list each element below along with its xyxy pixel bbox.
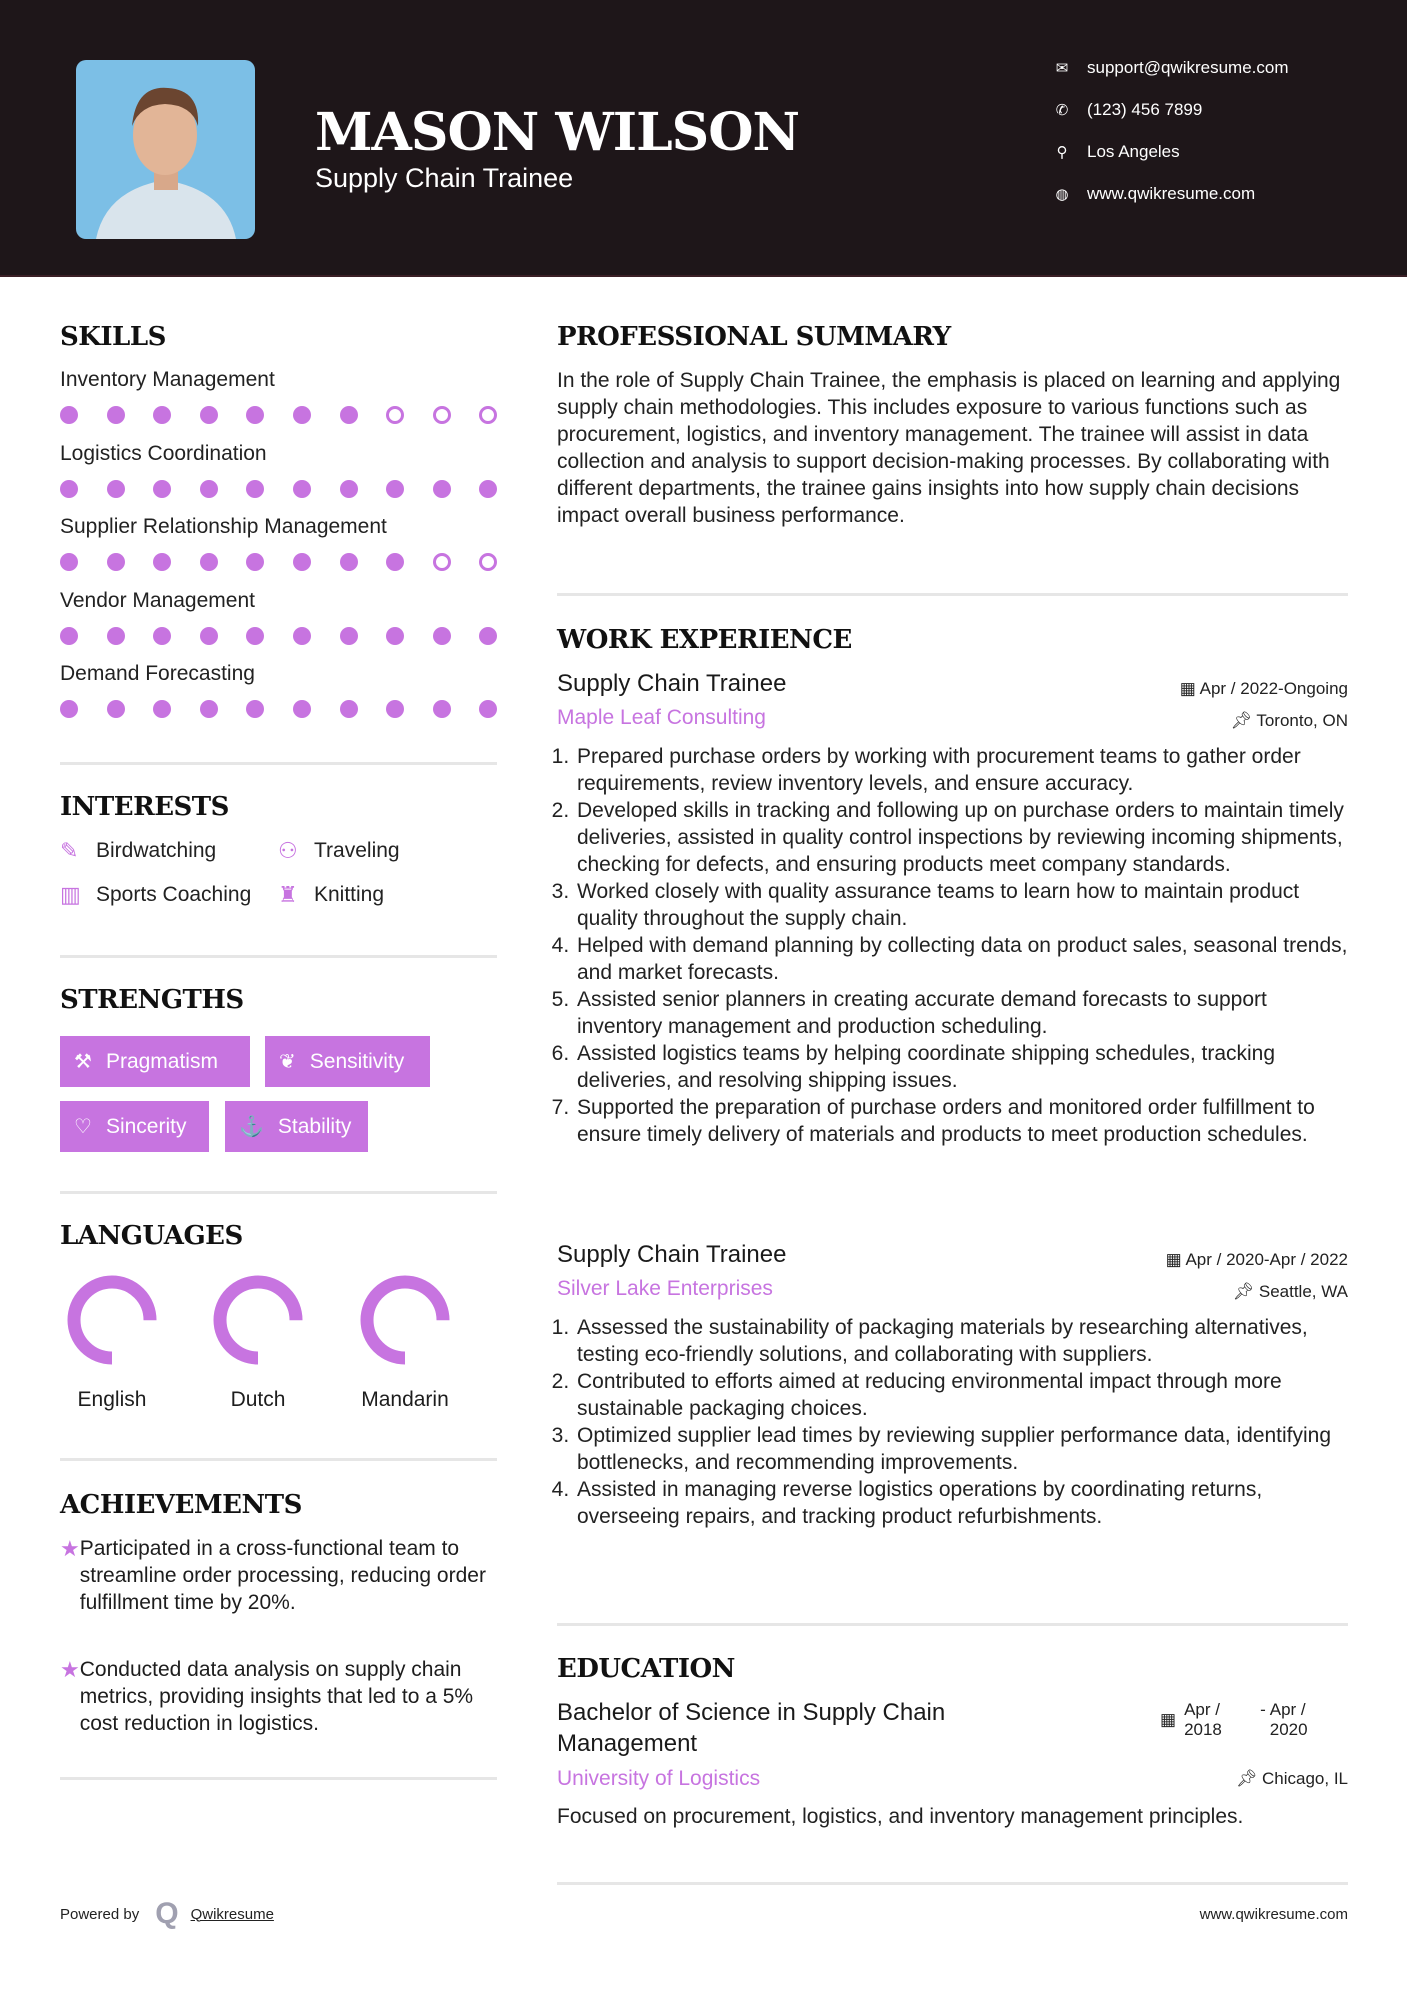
education-heading: EDUCATION bbox=[557, 1654, 735, 1684]
job-bullet: 1. Prepared purchase orders by working with procurement teams to gather order requirements, review inventory levels, and ensure accuracy. bbox=[575, 743, 1352, 797]
trophy-icon: ♜ bbox=[278, 882, 298, 907]
rating-dot-filled bbox=[246, 406, 264, 424]
leaf-icon: ❦ bbox=[279, 1051, 296, 1073]
education-dates: ▦ Apr / 2018 - Apr / 2020 bbox=[1160, 1700, 1320, 1740]
contact-location bbox=[1052, 142, 1180, 162]
rating-dot-filled bbox=[386, 553, 404, 571]
degree-title: Bachelor of Science in Supply Chain Management bbox=[557, 1699, 946, 1757]
job-bullet: 2. Developed skills in tracking and following up on purchase orders to maintain timely deliveries, assisted in quality control inspections by reviewing incoming shipments, checking for defects, and ensuring products meet company standards. bbox=[575, 797, 1352, 878]
rating-dot-empty bbox=[433, 406, 451, 424]
interest-label: Birdwatching bbox=[96, 839, 217, 862]
pin-icon: 📌︎ bbox=[1232, 1282, 1259, 1301]
rating-dot-empty bbox=[433, 553, 451, 571]
rating-dot-filled bbox=[153, 480, 171, 498]
rating-dot-filled bbox=[246, 553, 264, 571]
education-location-text: Chicago, IL bbox=[1262, 1769, 1348, 1788]
skill-item bbox=[60, 515, 500, 571]
star-icon: ★ bbox=[60, 1536, 80, 1561]
rating-dot-filled bbox=[107, 553, 125, 571]
interest-label: Traveling bbox=[314, 839, 400, 862]
candidate-name: MASON WILSON bbox=[315, 102, 800, 163]
strength-label: Sincerity bbox=[105, 1114, 187, 1138]
qwikresume-link[interactable]: Qwikresume bbox=[190, 1905, 274, 1923]
language-level-ring bbox=[360, 1275, 450, 1365]
rating-dot-filled bbox=[479, 627, 497, 645]
summary-heading: PROFESSIONAL SUMMARY bbox=[557, 322, 951, 352]
rating-dot-filled bbox=[200, 553, 218, 571]
job-location-text: Toronto, ON bbox=[1256, 711, 1348, 730]
skill-rating bbox=[60, 627, 500, 645]
skill-rating bbox=[60, 480, 500, 498]
interest-item bbox=[60, 838, 216, 864]
gavel-icon: ⚒ bbox=[74, 1051, 92, 1073]
rating-dot-filled bbox=[293, 627, 311, 645]
achievement-text: Conducted data analysis on supply chain metrics, providing insights that led to a 5% cost reduction in logistics. bbox=[79, 1658, 474, 1735]
rating-dot-filled bbox=[433, 627, 451, 645]
job-location bbox=[1230, 711, 1348, 731]
interest-item bbox=[278, 882, 384, 908]
strength-tag bbox=[225, 1101, 368, 1152]
rating-dot-filled bbox=[293, 553, 311, 571]
rating-dot-filled bbox=[60, 700, 78, 718]
skill-item bbox=[60, 442, 500, 498]
strength-tag bbox=[60, 1101, 209, 1152]
rating-dot-filled bbox=[153, 700, 171, 718]
globe-icon: ◍ bbox=[1055, 186, 1069, 203]
language-label: Dutch bbox=[230, 1388, 286, 1411]
language-item bbox=[340, 1275, 470, 1412]
interest-item bbox=[60, 882, 251, 908]
divider bbox=[60, 762, 497, 765]
edit-icon: ✎ bbox=[60, 838, 79, 863]
summary-text: In the role of Supply Chain Trainee, the emphasis is placed on learning and applying supply chain methodologies. This includes exposure to various functions such as procurement, logistics, and inventory management. The trainee will assist in data collection and analysis to support decision-making processes. By collaborating with different departments, the trainee gains insights into how supply chain decisions impact overall business performance. bbox=[557, 369, 1341, 527]
job-bullet: 4. Assisted in managing reverse logistics operations by coordinating returns, overseeing repairs, and tracking product refurbishments. bbox=[575, 1476, 1352, 1530]
map-marker-icon: ⚲ bbox=[1056, 144, 1068, 161]
profile-photo bbox=[76, 60, 255, 239]
footer-url[interactable]: www.qwikresume.com bbox=[1199, 1906, 1348, 1923]
divider bbox=[60, 1458, 497, 1461]
divider bbox=[557, 1882, 1348, 1885]
language-item bbox=[193, 1275, 323, 1412]
language-label: Mandarin bbox=[361, 1388, 449, 1411]
website-text: www.qwikresume.com bbox=[1087, 184, 1256, 203]
education-location bbox=[1236, 1769, 1348, 1789]
education-description: Focused on procurement, logistics, and inventory management principles. bbox=[557, 1805, 1244, 1828]
rating-dot-filled bbox=[200, 406, 218, 424]
rating-dot-filled bbox=[340, 700, 358, 718]
interest-label: Knitting bbox=[314, 883, 385, 906]
job-bullet: 7. Supported the preparation of purchase orders and monitored order fulfillment to ensure timely delivery of materials and products to meet production schedules. bbox=[575, 1094, 1352, 1148]
job-bullet: 2. Contributed to efforts aimed at reducing environmental impact through more sustainable packaging choices. bbox=[575, 1368, 1352, 1422]
education-start: Apr / 2018 bbox=[1184, 1700, 1222, 1739]
candidate-title: Supply Chain Trainee bbox=[315, 163, 574, 193]
job-bullet: 6. Assisted logistics teams by helping coordinate shipping schedules, tracking deliveries, and resolving shipping issues. bbox=[575, 1040, 1352, 1094]
calendar-icon: ▦ bbox=[1165, 1250, 1186, 1269]
skill-label: Vendor Management bbox=[60, 588, 255, 612]
skill-rating bbox=[60, 553, 500, 571]
job-title: Supply Chain Trainee bbox=[557, 670, 787, 697]
job-bullet: 1. Assessed the sustainability of packaging materials by researching alternatives, testing eco-friendly solutions, and collaborating with suppliers. bbox=[575, 1314, 1352, 1368]
rating-dot-filled bbox=[293, 480, 311, 498]
skill-item bbox=[60, 662, 500, 718]
rating-dot-filled bbox=[479, 700, 497, 718]
rating-dot-empty bbox=[479, 553, 497, 571]
rating-dot-filled bbox=[386, 480, 404, 498]
calendar-icon: ▦ bbox=[1179, 679, 1200, 698]
divider bbox=[557, 593, 1348, 596]
pin-icon: 📌︎ bbox=[1235, 1769, 1262, 1788]
rating-dot-filled bbox=[246, 700, 264, 718]
job-bullet: 4. Helped with demand planning by collecting data on product sales, seasonal trends, and market forecasts. bbox=[575, 932, 1352, 986]
job-bullets bbox=[557, 743, 1352, 1148]
rating-dot-empty bbox=[386, 406, 404, 424]
achievement-item bbox=[60, 1656, 500, 1737]
location-text: Los Angeles bbox=[1087, 142, 1180, 161]
job-dates-text: Apr / 2022-Ongoing bbox=[1199, 679, 1348, 698]
contact-website[interactable] bbox=[1052, 184, 1255, 204]
briefcase-icon: ▥ bbox=[60, 882, 81, 907]
heart-icon: ♡ bbox=[74, 1116, 92, 1138]
rating-dot-filled bbox=[340, 480, 358, 498]
skill-item bbox=[60, 368, 500, 424]
rating-dot-filled bbox=[107, 627, 125, 645]
rating-dot-filled bbox=[386, 700, 404, 718]
rating-dot-empty bbox=[479, 406, 497, 424]
rating-dot-filled bbox=[200, 627, 218, 645]
strengths-heading: STRENGTHS bbox=[60, 985, 244, 1015]
education-end: Apr / 2020 bbox=[1269, 1700, 1308, 1739]
job-location bbox=[1233, 1282, 1348, 1302]
strength-label: Pragmatism bbox=[105, 1049, 218, 1073]
rating-dot-filled bbox=[200, 480, 218, 498]
job-entry bbox=[557, 670, 1352, 1148]
rating-dot-filled bbox=[340, 406, 358, 424]
rating-dot-filled bbox=[60, 480, 78, 498]
rating-dot-filled bbox=[60, 406, 78, 424]
strength-tag bbox=[60, 1036, 250, 1087]
company-name: Maple Leaf Consulting bbox=[557, 706, 766, 729]
rating-dot-filled bbox=[386, 627, 404, 645]
language-item bbox=[47, 1275, 177, 1412]
job-bullets bbox=[557, 1314, 1352, 1530]
envelope-icon: ✉ bbox=[1055, 60, 1069, 77]
rating-dot-filled bbox=[107, 480, 125, 498]
job-location-text: Seattle, WA bbox=[1258, 1282, 1348, 1301]
job-bullet: 5. Assisted senior planners in creating accurate demand forecasts to support inventory management and production scheduling. bbox=[575, 986, 1352, 1040]
footer-powered-by bbox=[60, 1897, 274, 1930]
job-dates bbox=[1166, 1250, 1348, 1270]
strength-label: Stability bbox=[277, 1114, 352, 1138]
skill-rating bbox=[60, 406, 500, 424]
skill-label: Inventory Management bbox=[60, 368, 275, 391]
language-level-ring bbox=[67, 1275, 157, 1365]
phone-text: (123) 456 7899 bbox=[1087, 100, 1203, 119]
contact-phone bbox=[1052, 100, 1202, 120]
achievement-text: Participated in a cross-functional team to streamline order processing, reducing order fulfillment time by 20%. bbox=[79, 1537, 486, 1614]
anchor-icon: ⚓ bbox=[239, 1116, 264, 1138]
language-level-ring bbox=[213, 1275, 303, 1365]
achievements-heading: ACHIEVEMENTS bbox=[60, 1490, 302, 1520]
rating-dot-filled bbox=[153, 627, 171, 645]
rating-dot-filled bbox=[479, 480, 497, 498]
rating-dot-filled bbox=[433, 700, 451, 718]
rating-dot-filled bbox=[60, 627, 78, 645]
job-dates-text: Apr / 2020-Apr / 2022 bbox=[1185, 1250, 1348, 1269]
powered-by-text: Powered by bbox=[60, 1905, 140, 1923]
job-bullet: 3. Optimized supplier lead times by reviewing supplier performance data, identifying bottlenecks, and recommending improvements. bbox=[575, 1422, 1352, 1476]
pin-icon: 📌︎ bbox=[1230, 711, 1257, 730]
job-entry bbox=[557, 1241, 1352, 1530]
rating-dot-filled bbox=[153, 553, 171, 571]
interest-item bbox=[278, 838, 400, 864]
job-title: Supply Chain Trainee bbox=[557, 1241, 787, 1268]
rating-dot-filled bbox=[293, 406, 311, 424]
achievement-item bbox=[60, 1535, 500, 1616]
skill-label: Supplier Relationship Management bbox=[60, 515, 387, 538]
interests-heading: INTERESTS bbox=[60, 792, 229, 822]
skill-item bbox=[60, 589, 500, 645]
contact-email[interactable] bbox=[1052, 58, 1289, 78]
languages-heading: LANGUAGES bbox=[60, 1221, 243, 1251]
school-name: University of Logistics bbox=[557, 1767, 761, 1790]
star-icon: ★ bbox=[60, 1657, 80, 1682]
rating-dot-filled bbox=[433, 480, 451, 498]
rating-dot-filled bbox=[246, 480, 264, 498]
strength-label: Sensitivity bbox=[309, 1049, 405, 1073]
divider bbox=[557, 1623, 1348, 1626]
job-dates bbox=[1180, 679, 1348, 699]
rating-dot-filled bbox=[153, 406, 171, 424]
company-name: Silver Lake Enterprises bbox=[557, 1277, 773, 1300]
divider bbox=[60, 955, 497, 958]
rating-dot-filled bbox=[200, 700, 218, 718]
experience-heading: WORK EXPERIENCE bbox=[557, 625, 852, 655]
rating-dot-filled bbox=[246, 627, 264, 645]
header bbox=[0, 0, 1407, 277]
rating-dot-filled bbox=[107, 700, 125, 718]
job-bullet: 3. Worked closely with quality assurance teams to learn how to maintain product quality throughout the supply chain. bbox=[575, 878, 1352, 932]
calendar-icon: ▦ bbox=[1160, 1710, 1177, 1729]
divider bbox=[60, 1777, 497, 1780]
rating-dot-filled bbox=[60, 553, 78, 571]
skill-label: Demand Forecasting bbox=[60, 662, 255, 685]
qwikresume-logo-icon: Q bbox=[155, 1897, 179, 1930]
divider bbox=[60, 1191, 497, 1194]
interest-label: Sports Coaching bbox=[96, 883, 252, 906]
rating-dot-filled bbox=[107, 406, 125, 424]
phone-icon: ✆ bbox=[1055, 102, 1069, 119]
rating-dot-filled bbox=[293, 700, 311, 718]
binoculars-icon: ⚇ bbox=[278, 838, 298, 863]
email-text: support@qwikresume.com bbox=[1087, 58, 1289, 77]
skill-rating bbox=[60, 700, 500, 718]
language-label: English bbox=[77, 1388, 147, 1411]
strength-tag bbox=[265, 1036, 430, 1087]
skills-heading: SKILLS bbox=[60, 322, 166, 352]
skill-label: Logistics Coordination bbox=[60, 441, 267, 465]
rating-dot-filled bbox=[340, 627, 358, 645]
rating-dot-filled bbox=[340, 553, 358, 571]
